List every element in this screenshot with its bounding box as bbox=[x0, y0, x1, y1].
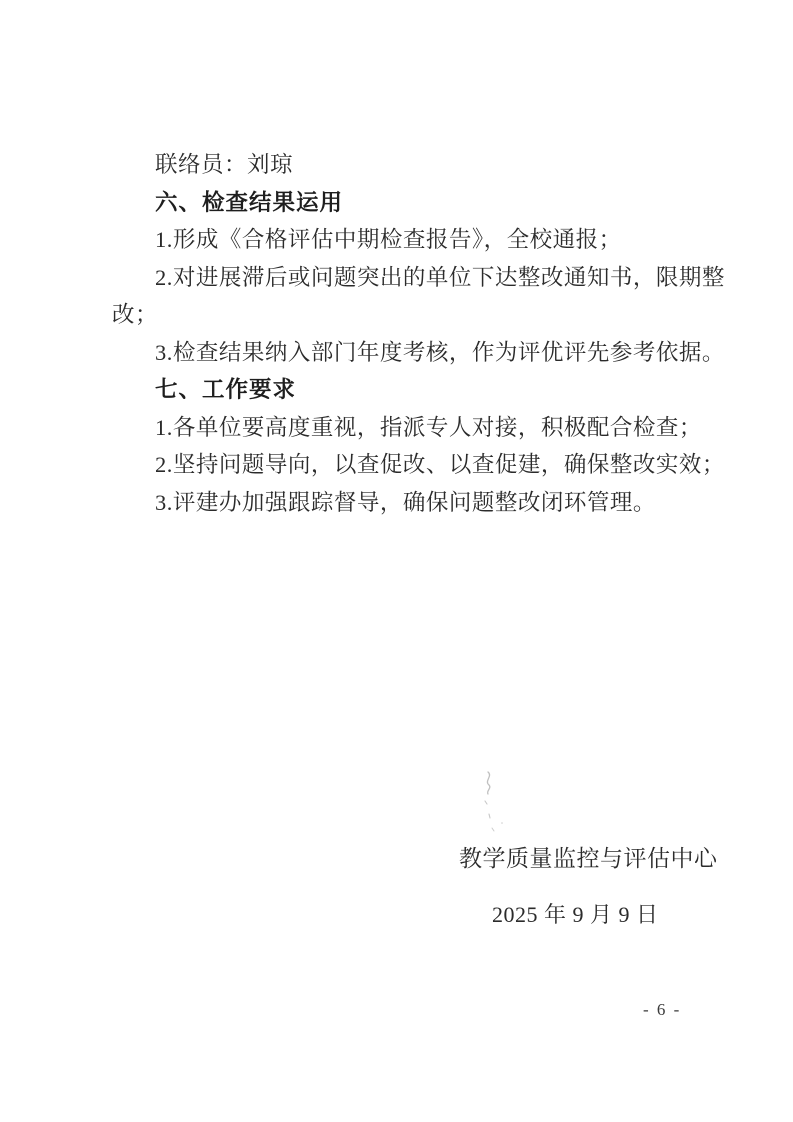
section-seven-item-1: 1.各单位要高度重视，指派专人对接，积极配合检查； bbox=[155, 414, 702, 440]
signature-date: 2025 年 9 月 9 日 bbox=[492, 902, 659, 927]
handwritten-smudge-mark bbox=[472, 768, 512, 840]
section-heading-six: 六、检查结果运用 bbox=[155, 189, 344, 215]
section-six-item-2-line-2: 改； bbox=[112, 302, 159, 327]
section-heading-seven: 七、工作要求 bbox=[155, 377, 297, 402]
section-six-item-1: 1.形成《合格评估中期检查报告》，全校通报； bbox=[155, 227, 622, 252]
signature-organization: 教学质量监控与评估中心 bbox=[459, 846, 718, 871]
section-six-item-3: 3.检查结果纳入部门年度考核，作为评优评先参考依据。 bbox=[155, 339, 725, 365]
section-seven-item-2: 2.坚持问题导向，以查促改、以查促建，确保整改实效； bbox=[155, 452, 725, 477]
liaison-line: 联络员：刘琼 bbox=[155, 152, 294, 177]
document-body bbox=[112, 146, 725, 521]
section-six-item-2-line-1: 2.对进展滞后或问题突出的单位下达整改通知书，限期整 bbox=[155, 264, 725, 290]
page-number: - 6 - bbox=[643, 1000, 682, 1019]
section-seven-item-3: 3.评建办加强跟踪督导，确保问题整改闭环管理。 bbox=[155, 489, 656, 515]
